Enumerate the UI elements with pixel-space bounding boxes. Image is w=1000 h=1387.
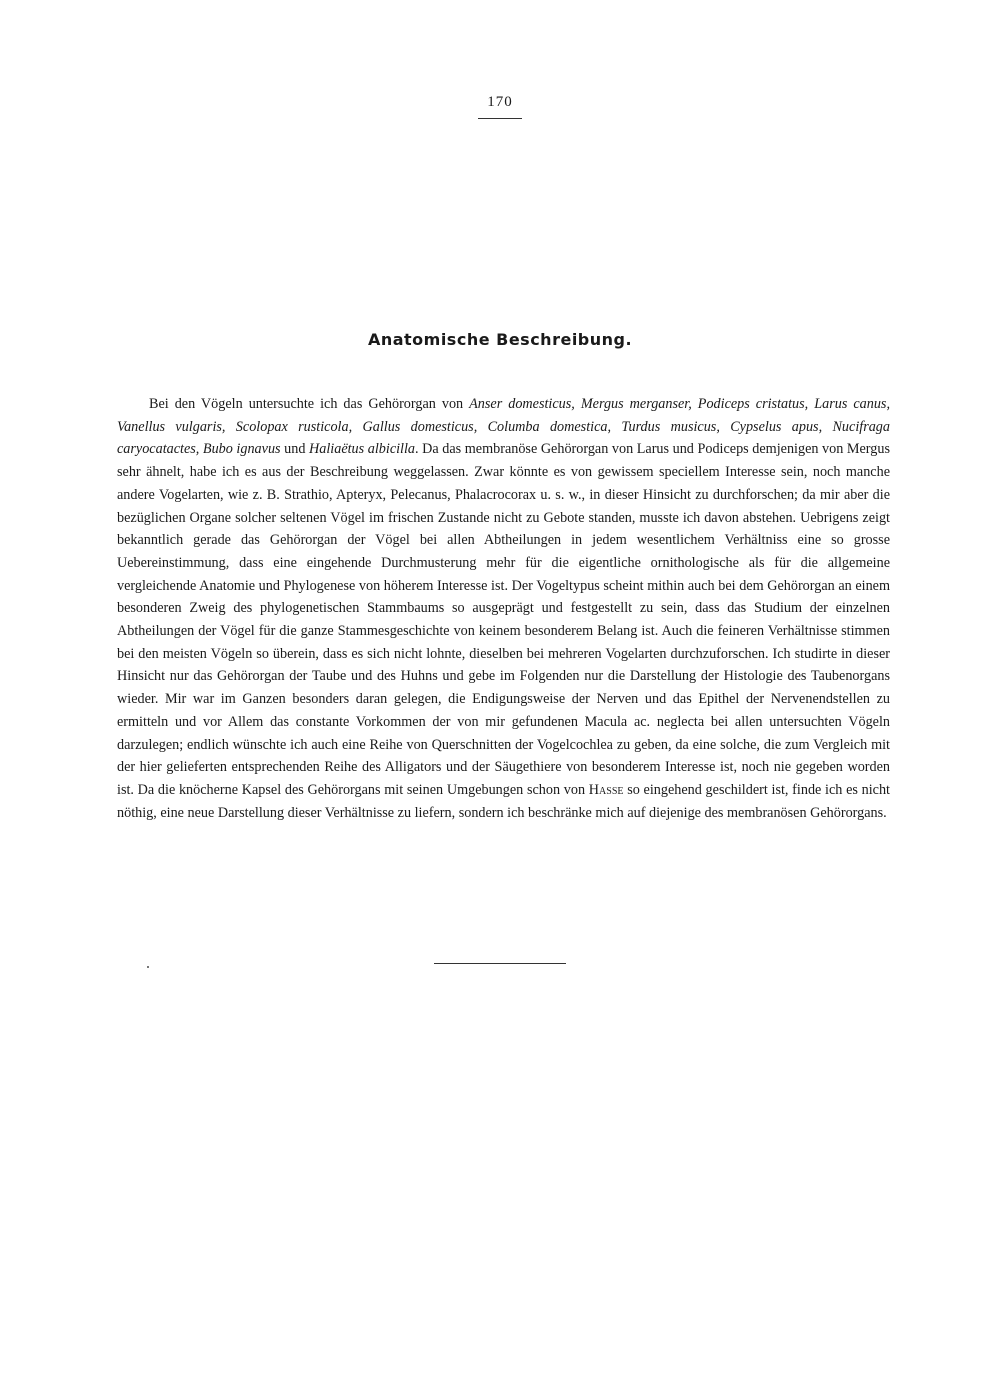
text-run: Bei den Vögeln untersuchte ich das Gehörorgan von [149, 396, 470, 412]
body-paragraph [117, 393, 890, 824]
end-rule [434, 963, 566, 964]
text-run: und [280, 441, 309, 458]
text-run: so eingehend geschildert ist, finde ich es nicht nöthig, eine neue Darstellung dieser Verhältnisse zu liefern, sondern ich beschränke mich auf diejenige des membranösen Gehörorgans. [117, 781, 890, 821]
print-speck [147, 966, 149, 968]
page-number: 170 [487, 94, 513, 110]
text-run: . Da das membranöse Gehörorgan von Larus und Podiceps demjenigen von Mergus sehr ähnelt, habe ich es aus der Beschreibung weggelassen. Zwar könnte es von gewissem speciellem Interesse sein, noch manche andere Vogelarten, wie z. B. Strathio, Apteryx, Pelecanus, Phalacrocorax u. s. w., in dieser Hinsicht zu durchforschen; da mir aber die bezüglichen Organe solcher seltenen Vögel im frischen Zustande nicht zu Gebote standen, musste ich davon abstehen. Uebrigens zeigt bekanntlich gerade das Gehörorgan der Vögel bei allen Abtheilungen in jedem wesentlichem Verhältniss eine so grosse Uebereinstimmung, dass eine eingehende Durchmusterung mehr für die eigentliche ornithologische als für die allgemeine vergleichende Anatomie und Phylogenese von höherem Interesse ist. Der Vogeltypus scheint mithin auch bei dem Gehörorgan an einem besonderen Zweig des phylogenetischen Stammbaums so ausgeprägt und festgestellt zu sein, dass das Studium der einzelnen Abtheilungen der Vögel für die ganze Stammesgeschichte von keinem besonderem Belang ist. Auch die feineren Verhältnisse stimmen bei den meisten Vögeln so überein, dass es sich nicht lohnte, dieselben bei mehreren Vogelarten durchzuforschen. Ich studirte in dieser Hinsicht nur das Gehörorgan der Taube und des Huhns und gebe im Folgenden nur die Darstellung der Histologie des Taubenorgans wieder. Mir war im Ganzen besonders daran gelegen, die Endigungsweise der Nerven und das Epithel der Nervenendstellen zu ermitteln und vor Allem das constante Vorkommen der von mir gefundenen Macula ac. neglecta bei allen untersuchten Vögeln darzulegen; endlich wünschte ich auch eine Reihe von Querschnitten der Vogelcochlea zu geben, da eine solche, die zum Vergleich mit der hier gelieferten entsprechenden Reihe des Alligators und der Säugethiere von besonderem Interesse ist, noch nie gegeben worden ist. Da die knöcherne Kapsel des Gehörorgans mit seinen Umgebungen schon von [117, 441, 890, 798]
species-names: Anser domesticus, Mergus merganser, Podiceps cristatus, Larus canus, Vanellus vulgaris, Scolopax rusticola, Gallus domesticus, Columba domestica, Turdus musicus, Cypselus apus, Nucifraga caryocatactes, Bubo ignavus [117, 396, 890, 458]
species-names: Haliaëtus albicilla [309, 441, 416, 458]
page-number-underline [478, 118, 522, 119]
author-name: Hasse [588, 781, 624, 798]
section-heading: Anatomische Beschreibung. [367, 330, 633, 349]
